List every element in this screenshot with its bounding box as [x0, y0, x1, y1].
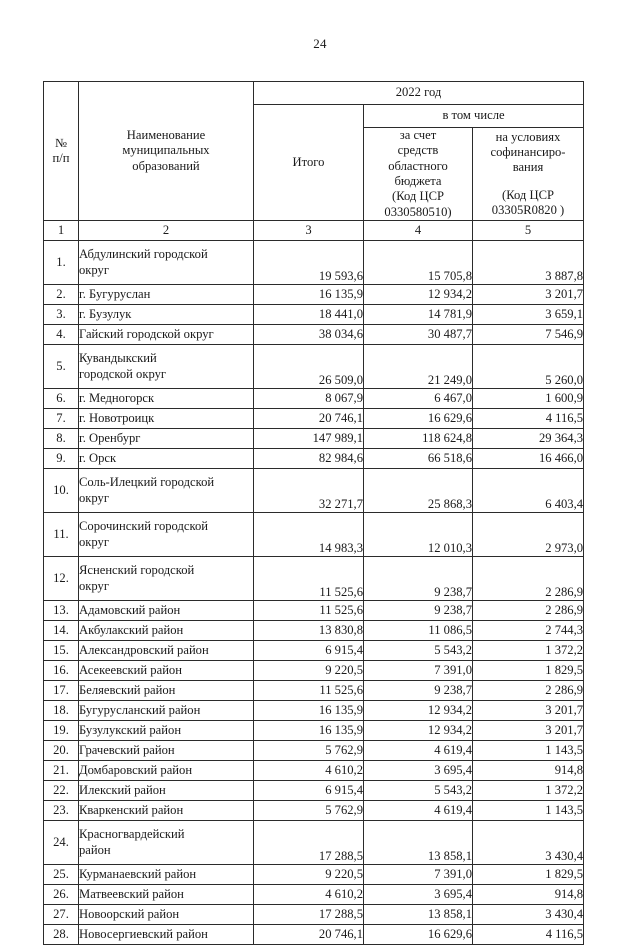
- regional-budget-amount-cell: 7 391,0: [364, 865, 473, 885]
- cofinancing-amount-cell: 4 116,5: [473, 925, 584, 945]
- header-cell-total: Итого: [254, 105, 364, 221]
- header-cell-cofinancing: [473, 128, 584, 221]
- municipality-name-line: Новоорский район: [79, 906, 180, 921]
- header-cofinancing-line-1: на условиях: [495, 129, 561, 144]
- municipality-name-line: Сорочинский городской: [79, 519, 209, 534]
- row-number-cell: 11.: [44, 513, 79, 557]
- municipality-name-cell: [79, 701, 254, 721]
- regional-budget-amount-cell: 3 695,4: [364, 885, 473, 905]
- row-number-cell: 12.: [44, 557, 79, 601]
- table-row: [44, 469, 584, 513]
- total-amount-cell: 4 610,2: [254, 885, 364, 905]
- header-cofinancing-line-3: вания: [512, 160, 544, 175]
- regional-budget-amount-cell: 25 868,3: [364, 469, 473, 513]
- row-number-cell: 28.: [44, 925, 79, 945]
- total-amount-cell: 11 525,6: [254, 557, 364, 601]
- cofinancing-amount-cell: 7 546,9: [473, 325, 584, 345]
- cofinancing-amount-cell: 3 201,7: [473, 721, 584, 741]
- municipality-name-cell: [79, 801, 254, 821]
- column-number-2: 2: [79, 221, 254, 241]
- header-cell-in-that-number: в том числе: [364, 105, 584, 128]
- header-regional-line-1: за счет: [399, 128, 437, 142]
- table-row: [44, 429, 584, 449]
- table-row: [44, 821, 584, 865]
- total-amount-cell: 20 746,1: [254, 409, 364, 429]
- total-amount-cell: 26 509,0: [254, 345, 364, 389]
- municipality-name-line: Кувандыкский: [79, 351, 157, 366]
- row-number-cell: 15.: [44, 641, 79, 661]
- table-row: [44, 761, 584, 781]
- municipality-name-line: г. Орск: [79, 450, 117, 465]
- cofinancing-amount-cell: 1 829,5: [473, 865, 584, 885]
- header-regional-line-3: областного: [388, 158, 448, 173]
- table-row: [44, 345, 584, 389]
- cofinancing-amount-cell: 2 286,9: [473, 601, 584, 621]
- total-amount-cell: 38 034,6: [254, 325, 364, 345]
- municipality-name-line: Курманаевский район: [79, 866, 197, 881]
- municipality-name-line: округ: [79, 578, 110, 593]
- table-row: [44, 621, 584, 641]
- municipality-name-cell: [79, 389, 254, 409]
- municipality-name-cell: [79, 661, 254, 681]
- table-row: [44, 905, 584, 925]
- regional-budget-amount-cell: 5 543,2: [364, 641, 473, 661]
- municipality-name-line: г. Медногорск: [79, 390, 155, 405]
- regional-budget-amount-cell: 12 934,2: [364, 721, 473, 741]
- table-body: [44, 82, 584, 241]
- budget-allocation-table-container: [43, 81, 583, 945]
- regional-budget-amount-cell: 11 086,5: [364, 621, 473, 641]
- header-name-line-1: Наименование: [126, 128, 206, 143]
- municipality-name-line: Адамовский район: [79, 602, 181, 617]
- total-amount-cell: 17 288,5: [254, 905, 364, 925]
- header-cell-row-number: [44, 82, 79, 221]
- municipality-name-line: Акбулакский район: [79, 622, 184, 637]
- total-amount-cell: 32 271,7: [254, 469, 364, 513]
- table-row: [44, 325, 584, 345]
- header-cofinancing-line-2: софинансиро-: [490, 145, 566, 160]
- total-amount-cell: 5 762,9: [254, 801, 364, 821]
- total-amount-cell: 16 135,9: [254, 721, 364, 741]
- row-number-cell: 14.: [44, 621, 79, 641]
- municipality-name-cell: [79, 449, 254, 469]
- header-name-line-3: образований: [132, 158, 200, 173]
- municipality-name-cell: [79, 641, 254, 661]
- table-row: [44, 925, 584, 945]
- row-number-cell: 23.: [44, 801, 79, 821]
- cofinancing-amount-cell: 1 372,2: [473, 781, 584, 801]
- cofinancing-amount-cell: 3 659,1: [473, 305, 584, 325]
- table-row: [44, 741, 584, 761]
- regional-budget-amount-cell: 6 467,0: [364, 389, 473, 409]
- row-number-cell: 9.: [44, 449, 79, 469]
- municipality-name-cell: [79, 409, 254, 429]
- total-amount-cell: 13 830,8: [254, 621, 364, 641]
- table-row: [44, 681, 584, 701]
- header-cell-municipality-name: [79, 82, 254, 221]
- municipality-name-line: Новосергиевский район: [79, 926, 208, 941]
- row-number-cell: 2.: [44, 285, 79, 305]
- cofinancing-amount-cell: 1 143,5: [473, 801, 584, 821]
- regional-budget-amount-cell: 12 934,2: [364, 285, 473, 305]
- regional-budget-amount-cell: 12 934,2: [364, 701, 473, 721]
- column-number-row: [44, 221, 584, 241]
- table-row: [44, 389, 584, 409]
- regional-budget-amount-cell: 4 619,4: [364, 801, 473, 821]
- table-row: [44, 305, 584, 325]
- municipality-name-cell: [79, 905, 254, 925]
- municipality-name-line: округ: [79, 262, 110, 277]
- municipality-name-cell: [79, 513, 254, 557]
- cofinancing-amount-cell: 3 430,4: [473, 905, 584, 925]
- cofinancing-amount-cell: 16 466,0: [473, 449, 584, 469]
- row-number-cell: 7.: [44, 409, 79, 429]
- regional-budget-amount-cell: 21 249,0: [364, 345, 473, 389]
- row-number-cell: 8.: [44, 429, 79, 449]
- municipality-name-cell: [79, 345, 254, 389]
- column-number-3: 3: [254, 221, 364, 241]
- municipality-name-line: Красногвардейский: [79, 827, 185, 842]
- row-number-cell: 19.: [44, 721, 79, 741]
- total-amount-cell: 82 984,6: [254, 449, 364, 469]
- total-amount-cell: 6 915,4: [254, 781, 364, 801]
- header-row-year: [44, 82, 584, 105]
- total-amount-cell: 19 593,6: [254, 241, 364, 285]
- regional-budget-amount-cell: 16 629,6: [364, 925, 473, 945]
- municipality-name-line: район: [79, 842, 111, 857]
- municipality-name-cell: [79, 469, 254, 513]
- header-cell-year: 2022 год: [254, 82, 584, 105]
- row-number-cell: 13.: [44, 601, 79, 621]
- regional-budget-amount-cell: 12 010,3: [364, 513, 473, 557]
- municipality-name-cell: [79, 305, 254, 325]
- municipality-name-line: г. Бузулук: [79, 306, 132, 321]
- regional-budget-amount-cell: 7 391,0: [364, 661, 473, 681]
- municipality-name-line: Ясненский городской: [79, 563, 195, 578]
- total-amount-cell: 4 610,2: [254, 761, 364, 781]
- total-amount-cell: 20 746,1: [254, 925, 364, 945]
- municipality-name-cell: [79, 925, 254, 945]
- table-row: [44, 721, 584, 741]
- header-cofinancing-code-line-2: 03305R0820 ): [491, 203, 565, 218]
- total-amount-cell: 8 067,9: [254, 389, 364, 409]
- cofinancing-amount-cell: 1 143,5: [473, 741, 584, 761]
- municipality-name-line: г. Оренбург: [79, 430, 141, 445]
- header-num-line-2: п/п: [52, 151, 70, 166]
- row-number-cell: 3.: [44, 305, 79, 325]
- table-row: [44, 661, 584, 681]
- row-number-cell: 16.: [44, 661, 79, 681]
- municipality-name-cell: [79, 781, 254, 801]
- total-amount-cell: 17 288,5: [254, 821, 364, 865]
- cofinancing-amount-cell: 1 600,9: [473, 389, 584, 409]
- regional-budget-amount-cell: 9 238,7: [364, 557, 473, 601]
- header-regional-code-line-1: (Код ЦСР: [392, 189, 444, 204]
- municipality-name-cell: [79, 681, 254, 701]
- cofinancing-amount-cell: 2 286,9: [473, 557, 584, 601]
- regional-budget-amount-cell: 9 238,7: [364, 601, 473, 621]
- row-number-cell: 21.: [44, 761, 79, 781]
- cofinancing-amount-cell: 2 973,0: [473, 513, 584, 557]
- total-amount-cell: 16 135,9: [254, 701, 364, 721]
- cofinancing-amount-cell: 6 403,4: [473, 469, 584, 513]
- municipality-name-line: Илекский район: [79, 782, 166, 797]
- municipality-name-cell: [79, 821, 254, 865]
- column-number-5: 5: [473, 221, 584, 241]
- row-number-cell: 1.: [44, 241, 79, 285]
- regional-budget-amount-cell: 14 781,9: [364, 305, 473, 325]
- municipality-name-cell: [79, 429, 254, 449]
- cofinancing-amount-cell: 914,8: [473, 885, 584, 905]
- municipality-name-line: г. Бугуруслан: [79, 286, 151, 301]
- table-row: [44, 641, 584, 661]
- header-num-line-1: №: [54, 135, 68, 150]
- total-amount-cell: 18 441,0: [254, 305, 364, 325]
- column-number-4: 4: [364, 221, 473, 241]
- cofinancing-amount-cell: 1 829,5: [473, 661, 584, 681]
- table-row: [44, 801, 584, 821]
- regional-budget-amount-cell: 13 858,1: [364, 905, 473, 925]
- municipality-name-line: Асекеевский район: [79, 662, 182, 677]
- municipality-name-line: Беляевский район: [79, 682, 176, 697]
- cofinancing-amount-cell: 5 260,0: [473, 345, 584, 389]
- municipality-name-line: г. Новотроицк: [79, 410, 155, 425]
- municipality-name-cell: [79, 325, 254, 345]
- header-cofinancing-code-line-1: (Код ЦСР: [502, 187, 554, 202]
- table-row: [44, 601, 584, 621]
- cofinancing-amount-cell: 3 430,4: [473, 821, 584, 865]
- municipality-name-cell: [79, 865, 254, 885]
- table-row: [44, 241, 584, 285]
- page-number: 24: [313, 36, 327, 51]
- total-amount-cell: 11 525,6: [254, 601, 364, 621]
- municipality-name-line: Абдулинский городской: [79, 247, 208, 262]
- municipality-name-cell: [79, 761, 254, 781]
- header-cell-regional-budget: [364, 128, 473, 221]
- municipality-name-line: Александровский район: [79, 642, 209, 657]
- municipality-name-cell: [79, 241, 254, 285]
- table-data-rows: [44, 241, 584, 945]
- row-number-cell: 26.: [44, 885, 79, 905]
- cofinancing-amount-cell: 914,8: [473, 761, 584, 781]
- row-number-cell: 18.: [44, 701, 79, 721]
- cofinancing-amount-cell: 4 116,5: [473, 409, 584, 429]
- regional-budget-amount-cell: 9 238,7: [364, 681, 473, 701]
- total-amount-cell: 9 220,5: [254, 865, 364, 885]
- municipality-name-line: Домбаровский район: [79, 762, 193, 777]
- header-cofinancing-spacer: [473, 176, 583, 188]
- budget-allocation-table: [43, 81, 584, 945]
- header-regional-code-line-2: 0330580510): [384, 204, 452, 219]
- table-row: [44, 449, 584, 469]
- total-amount-cell: 5 762,9: [254, 741, 364, 761]
- regional-budget-amount-cell: 3 695,4: [364, 761, 473, 781]
- municipality-name-cell: [79, 721, 254, 741]
- header-regional-line-4: бюджета: [394, 174, 442, 189]
- total-amount-cell: 11 525,6: [254, 681, 364, 701]
- municipality-name-cell: [79, 621, 254, 641]
- row-number-cell: 4.: [44, 325, 79, 345]
- row-number-cell: 24.: [44, 821, 79, 865]
- header-name-line-2: муниципальных: [122, 143, 210, 158]
- table-row: [44, 285, 584, 305]
- cofinancing-amount-cell: 2 286,9: [473, 681, 584, 701]
- table-row: [44, 409, 584, 429]
- total-amount-cell: 9 220,5: [254, 661, 364, 681]
- row-number-cell: 20.: [44, 741, 79, 761]
- row-number-cell: 10.: [44, 469, 79, 513]
- regional-budget-amount-cell: 5 543,2: [364, 781, 473, 801]
- municipality-name-line: городской округ: [79, 366, 167, 381]
- total-amount-cell: 147 989,1: [254, 429, 364, 449]
- cofinancing-amount-cell: 29 364,3: [473, 429, 584, 449]
- municipality-name-line: Матвеевский район: [79, 886, 184, 901]
- row-number-cell: 17.: [44, 681, 79, 701]
- table-row: [44, 557, 584, 601]
- municipality-name-line: Бузулукский район: [79, 722, 182, 737]
- cofinancing-amount-cell: 3 201,7: [473, 285, 584, 305]
- total-amount-cell: 14 983,3: [254, 513, 364, 557]
- table-row: [44, 865, 584, 885]
- municipality-name-line: Бугурусланский район: [79, 702, 201, 717]
- municipality-name-cell: [79, 557, 254, 601]
- row-number-cell: 5.: [44, 345, 79, 389]
- regional-budget-amount-cell: 66 518,6: [364, 449, 473, 469]
- row-number-cell: 22.: [44, 781, 79, 801]
- municipality-name-cell: [79, 741, 254, 761]
- table-row: [44, 781, 584, 801]
- total-amount-cell: 16 135,9: [254, 285, 364, 305]
- regional-budget-amount-cell: 4 619,4: [364, 741, 473, 761]
- regional-budget-amount-cell: 13 858,1: [364, 821, 473, 865]
- municipality-name-cell: [79, 601, 254, 621]
- regional-budget-amount-cell: 16 629,6: [364, 409, 473, 429]
- municipality-name-line: Грачевский район: [79, 742, 175, 757]
- row-number-cell: 25.: [44, 865, 79, 885]
- cofinancing-amount-cell: 1 372,2: [473, 641, 584, 661]
- regional-budget-amount-cell: 30 487,7: [364, 325, 473, 345]
- row-number-cell: 27.: [44, 905, 79, 925]
- municipality-name-cell: [79, 285, 254, 305]
- column-number-1: 1: [44, 221, 79, 241]
- table-row: [44, 701, 584, 721]
- regional-budget-amount-cell: 118 624,8: [364, 429, 473, 449]
- row-number-cell: 6.: [44, 389, 79, 409]
- cofinancing-amount-cell: 2 744,3: [473, 621, 584, 641]
- table-row: [44, 885, 584, 905]
- municipality-name-line: Кваркенский район: [79, 802, 184, 817]
- municipality-name-cell: [79, 885, 254, 905]
- cofinancing-amount-cell: 3 887,8: [473, 241, 584, 285]
- table-row: [44, 513, 584, 557]
- municipality-name-line: Соль-Илецкий городской: [79, 475, 215, 490]
- total-amount-cell: 6 915,4: [254, 641, 364, 661]
- municipality-name-line: округ: [79, 534, 110, 549]
- header-regional-line-2: средств: [397, 143, 439, 158]
- municipality-name-line: округ: [79, 490, 110, 505]
- regional-budget-amount-cell: 15 705,8: [364, 241, 473, 285]
- cofinancing-amount-cell: 3 201,7: [473, 701, 584, 721]
- municipality-name-line: Гайский городской округ: [79, 326, 214, 341]
